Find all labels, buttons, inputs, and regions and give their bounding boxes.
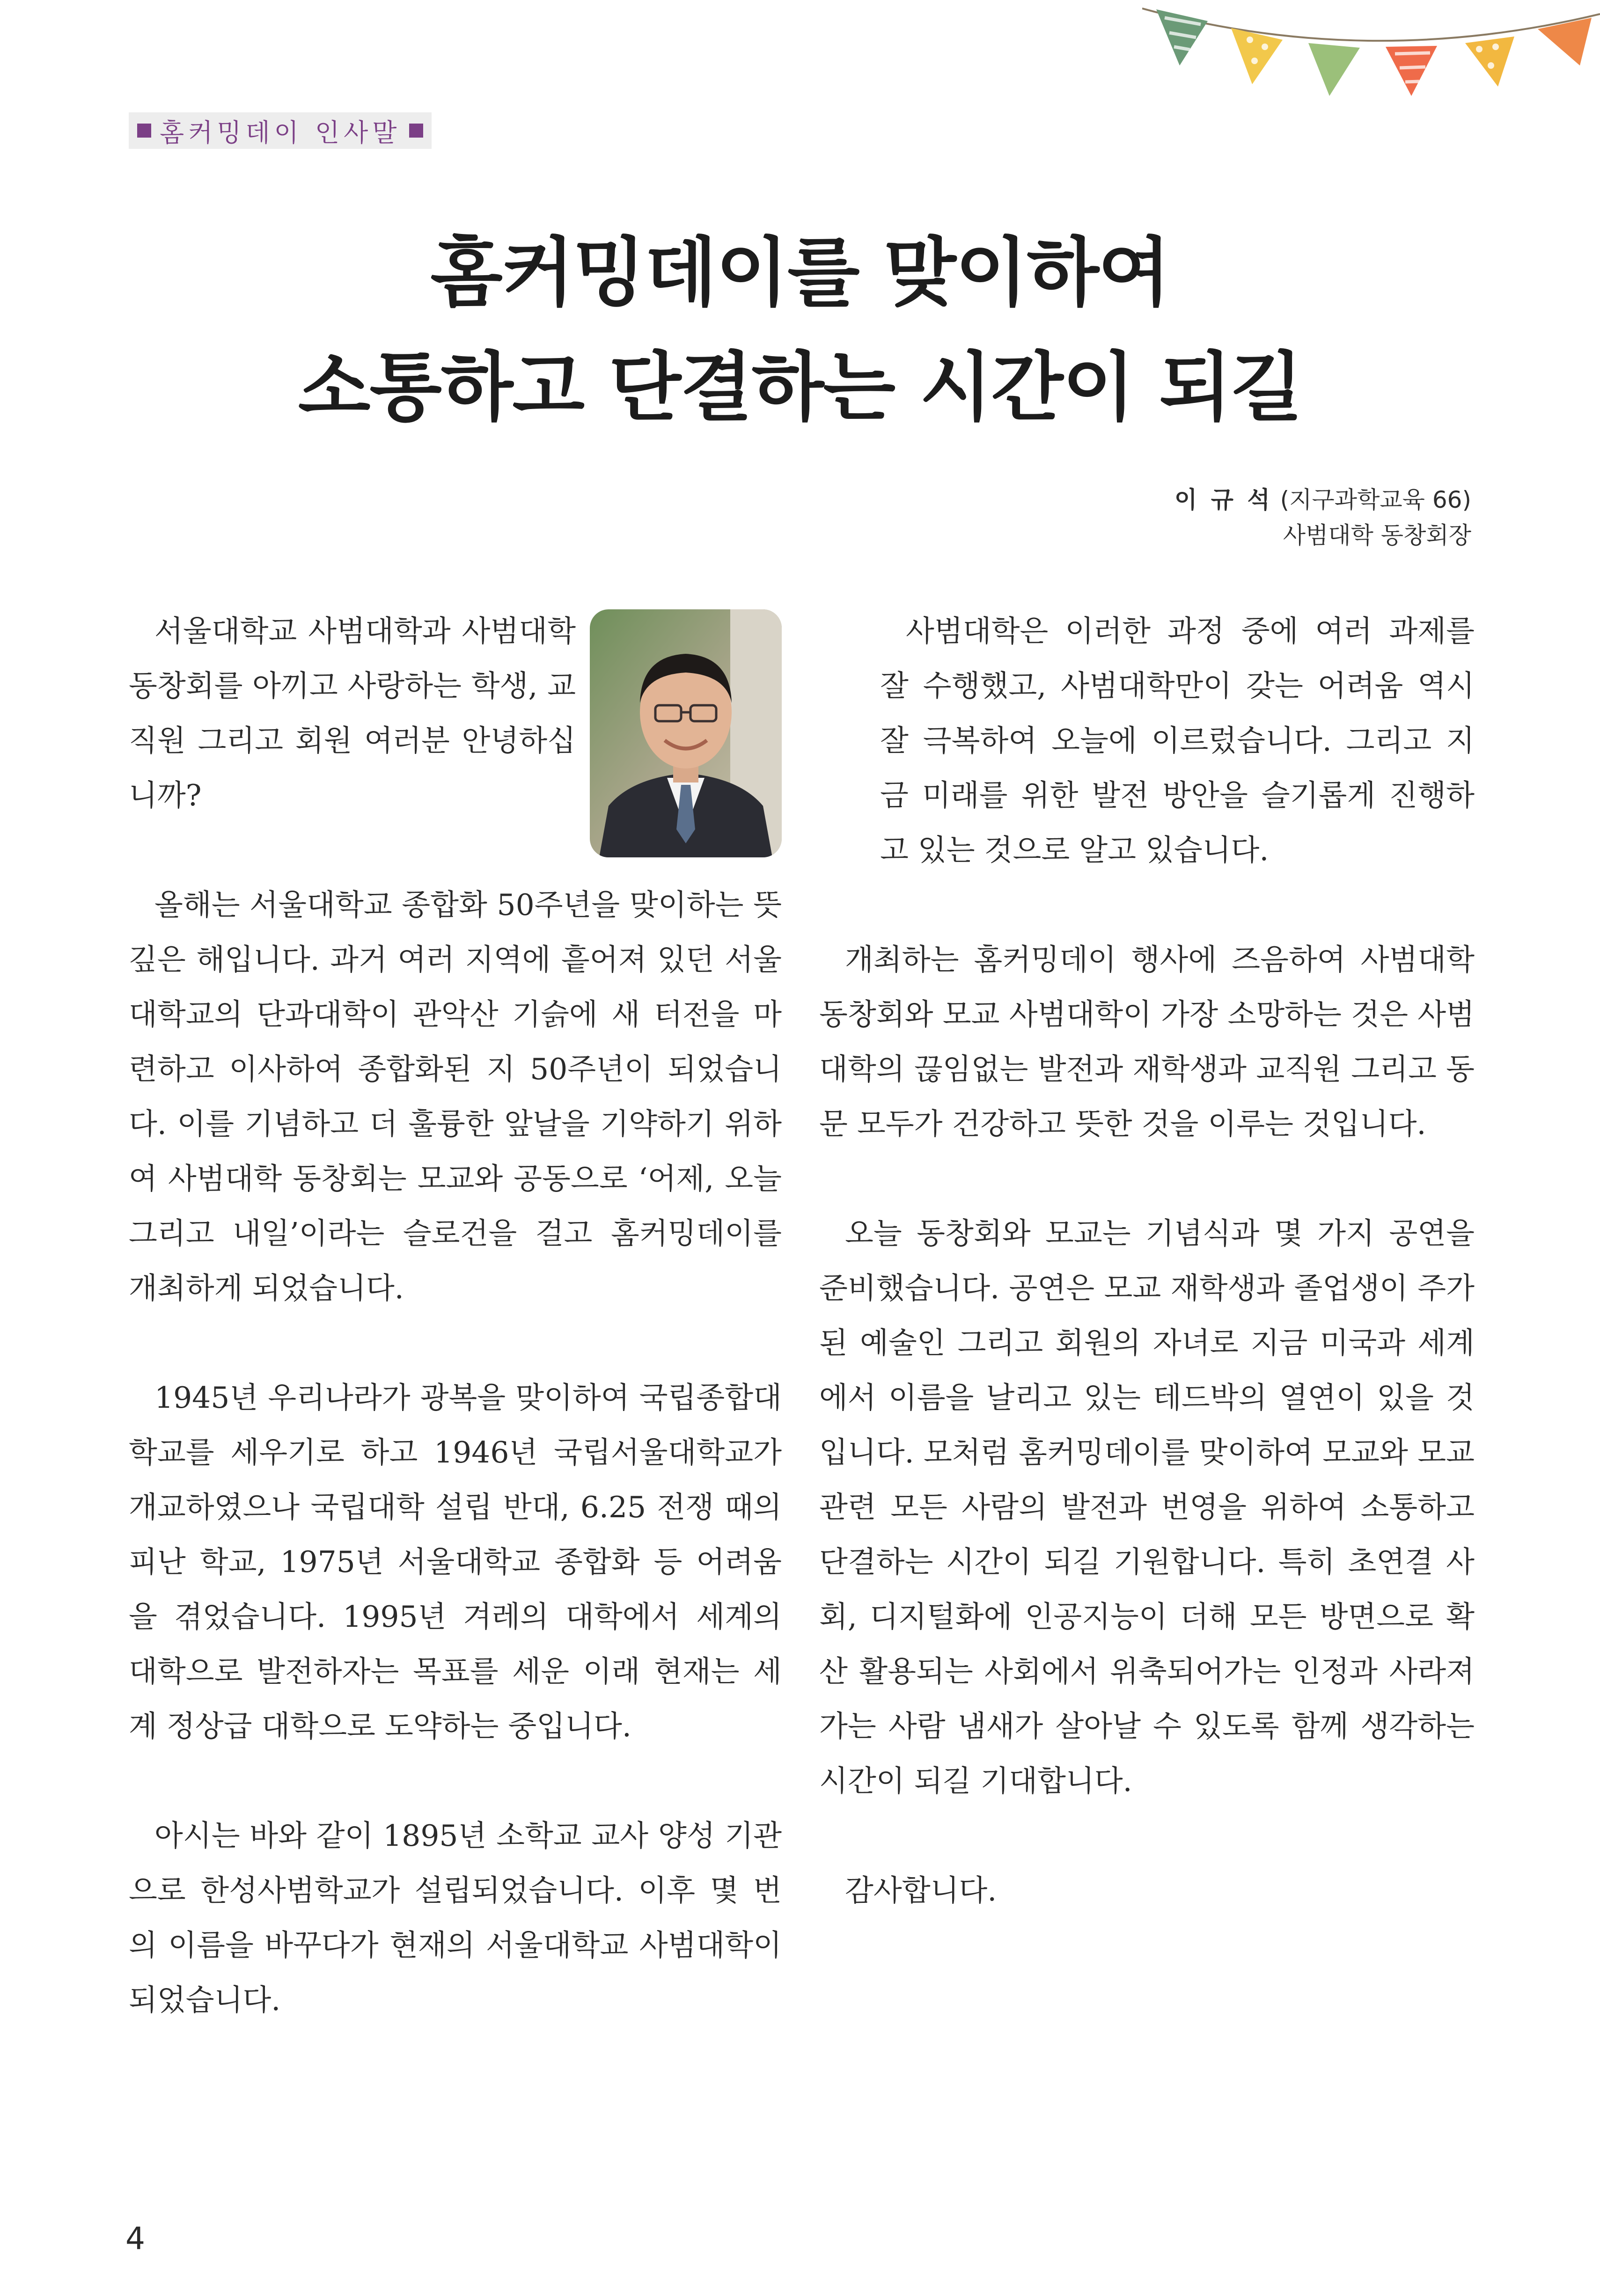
paragraph: 올해는 서울대학교 종합화 50주년을 맞이하는 뜻깊은 해입니다. 과거 여러 지역에 흩어져 있던 서울대학교의 단과대학이 관악산 기슭에 새 터전을 마련하고 이사하여 종합화된 지 50주년이 되었습니다. 이를 기념하고 더 훌륭한 앞날을 기약하기 위하여 사범대학 동창회는 모교와 공동으로 ‘어제, 오늘 그리고 내일’이라는 슬로건을 걸고 홈커밍데이를 개최하게 되었습니다. xyxy=(129,888,782,1305)
square-bullet-icon xyxy=(409,124,423,138)
author-affiliation: (지구과학교육 66) xyxy=(1280,486,1471,513)
title-line-1: 홈커밍데이를 맞이하여 xyxy=(430,229,1170,316)
bunting-flag xyxy=(1231,28,1283,84)
page-number: 4 xyxy=(125,2221,145,2257)
author-block xyxy=(1174,482,1471,553)
paragraph: 1945년 우리나라가 광복을 맞이하여 국립종합대학교를 세우기로 하고 1946년 국립서울대학교가 개교하였으나 국립대학 설립 반대, 6.25 전쟁 때의 피난 학교, 1975년 서울대학교 종합화 등 어려움을 겪었습니다. 1995년 겨레의 대학에서 세계의 대학으로 발전하자는 목표를 세운 이래 현재는 세계 정상급 대학으로 도약하는 중입니다. xyxy=(129,1381,782,1743)
author-portrait xyxy=(590,609,782,857)
bunting-flags-icon xyxy=(1142,0,1600,140)
title-line-2: 소통하고 단결하는 시간이 되길 xyxy=(298,344,1302,431)
paragraph: 개최하는 홈커밍데이 행사에 즈음하여 사범대학 동창회와 모교 사범대학이 가장 소망하는 것은 사범대학의 끊임없는 발전과 재학생과 교직원 그리고 동문 모두가 건강하고 뜻한 것을 이루는 것입니다. xyxy=(819,943,1475,1141)
article-column-right xyxy=(819,604,1475,1973)
paragraph: 감사합니다. xyxy=(845,1873,997,1908)
article-title xyxy=(0,215,1600,445)
paragraph: 아시는 바와 같이 1895년 소학교 교사 양성 기관으로 한성사범학교가 설립되었습니다. 이후 몇 번의 이름을 바꾸다가 현재의 서울대학교 사범대학이 되었습니다. xyxy=(129,1819,782,2017)
bunting-flag xyxy=(1156,9,1208,66)
author-portrait-frame-left xyxy=(590,609,782,857)
section-tag-label: 홈커밍데이 인사말 xyxy=(160,117,401,147)
paragraph: 사범대학은 이러한 과정 중에 여러 과제를 잘 수행했고, 사범대학만이 갖는 어려움 역시 잘 극복하여 오늘에 이르렀습니다. 그리고 지금 미래를 위한 발전 방안을 슬기롭게 진행하고 있는 것으로 알고 있습니다. xyxy=(880,614,1475,867)
bunting-flag xyxy=(1308,43,1360,96)
author-name: 이 규 석 xyxy=(1174,486,1273,513)
section-tag xyxy=(129,112,432,149)
portrait-gap xyxy=(819,609,861,857)
bunting-flag xyxy=(1465,37,1514,87)
paragraph: 서울대학교 사범대학과 사범대학 동창회를 아끼고 사랑하는 학생, 교직원 그리고 회원 여러분 안녕하십니까? xyxy=(129,614,576,812)
author-position: 사범대학 동창회장 xyxy=(1283,522,1471,549)
article-column-left xyxy=(129,604,782,2082)
square-bullet-icon xyxy=(137,124,151,138)
paragraph: 오늘 동창회와 모교는 기념식과 몇 가지 공연을 준비했습니다. 공연은 모교 재학생과 졸업생이 주가 된 예술인 그리고 회원의 자녀로 지금 미국과 세계에서 이름을 날리고 있는 테드박의 열연이 있을 것입니다. 모처럼 홈커밍데이를 맞이하여 모교와 모교 관련 모든 사람의 발전과 번영을 위하여 소통하고 단결하는 시간이 되길 기원합니다. 특히 초연결 사회, 디지털화에 인공지능이 더해 모든 방면으로 확산 활용되는 사회에서 위축되어가는 인정과 사라져가는 사람 냄새가 살아날 수 있도록 함께 생각하는 시간이 되길 기대합니다. xyxy=(819,1216,1475,1798)
